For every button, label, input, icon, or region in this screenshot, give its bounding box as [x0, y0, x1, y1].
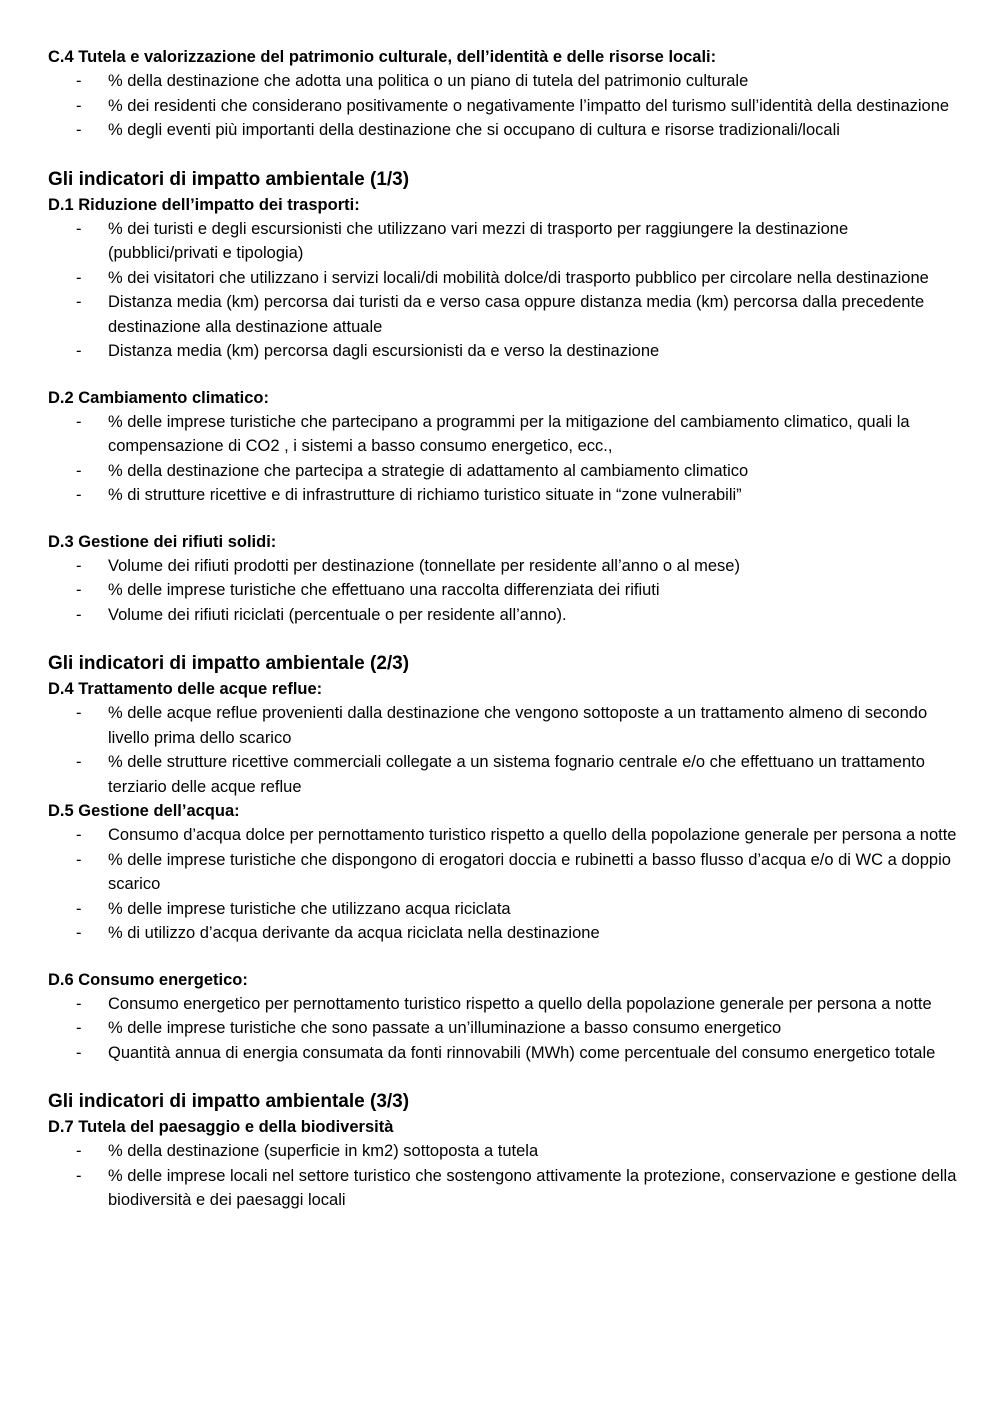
list-item: [48, 118, 960, 143]
list-d4: [48, 701, 960, 799]
list-item-text: % delle acque reflue provenienti dalla destinazione che vengono sottoposte a un trattamento almeno di secondo livello prima dello scarico: [108, 704, 928, 747]
subsection-title-d4: D.4 Trattamento delle acque reflue:: [48, 680, 323, 698]
bullet-dash: -: [76, 1043, 82, 1062]
bullet-dash: -: [76, 121, 82, 139]
list-item-text: % dei turisti e degli escursionisti che utilizzano vari mezzi di trasporto per raggiungere la destinazione (pubblici/privati e tipologia): [108, 219, 849, 262]
bullet-dash: -: [76, 461, 82, 480]
list-item-text: % della destinazione che partecipa a strategie di adattamento al cambiamento climatico: [108, 461, 749, 480]
list-d2: [48, 410, 960, 508]
subsection-title-c4: C.4 Tutela e valorizzazione del patrimonio culturale, dell’identità e delle risorse locali:: [48, 48, 717, 66]
list-item-text: Consumo d’acqua dolce per pernottamento turistico rispetto a quello della popolazione generale per persona a notte: [108, 826, 957, 844]
bullet-dash: -: [76, 605, 82, 624]
list-item: [48, 750, 960, 799]
bullet-dash: -: [76, 994, 82, 1013]
list-item: [48, 94, 960, 119]
bullet-dash: -: [76, 753, 82, 771]
bullet-dash: -: [76, 556, 82, 575]
list-item: [48, 339, 960, 364]
list-item: [48, 848, 960, 897]
list-item-text: % delle strutture ricettive commerciali collegate a un sistema fognario centrale e/o che effettuano un trattamento terziario delle acque reflue: [108, 753, 925, 796]
bullet-dash: -: [76, 1166, 82, 1185]
bullet-dash: -: [76, 72, 82, 90]
section-heading-env-2: Gli indicatori di impatto ambientale (2/3): [48, 653, 410, 674]
list-item: [48, 992, 960, 1017]
bullet-dash: -: [76, 1019, 82, 1037]
list-item-text: Volume dei rifiuti riciclati (percentuale o per residente all’anno).: [108, 605, 567, 624]
list-item: [48, 603, 960, 628]
list-item-text: Volume dei rifiuti prodotti per destinazione (tonnellate per residente all’anno o al mese): [108, 556, 740, 575]
list-item-text: % delle imprese turistiche che partecipano a programmi per la mitigazione del cambiamento climatico, quali la compensazione di CO2 , i sistemi a basso consumo energetico, ecc.,: [108, 412, 910, 455]
list-item-text: % delle imprese locali nel settore turistico che sostengono attivamente la protezione, conservazione e gestione della biodiversità e dei paesaggi locali: [108, 1166, 957, 1209]
bullet-dash: -: [76, 412, 82, 431]
list-item: [48, 217, 960, 266]
list-item: [48, 266, 960, 291]
list-d3: [48, 554, 960, 628]
list-item: [48, 921, 960, 946]
bullet-dash: -: [76, 704, 82, 722]
subsection-title-d2: D.2 Cambiamento climatico:: [48, 388, 269, 407]
bullet-dash: -: [76, 342, 82, 360]
list-item: [48, 578, 960, 603]
list-d5: [48, 823, 960, 946]
list-item-text: % di strutture ricettive e di infrastrutture di richiamo turistico situate in “zone vulnerabili”: [108, 486, 742, 504]
list-item-text: % delle imprese turistiche che effettuano una raccolta differenziata dei rifiuti: [108, 581, 660, 599]
list-item: [48, 410, 960, 459]
bullet-dash: -: [76, 293, 82, 311]
list-item: [48, 897, 960, 922]
list-d7: [48, 1139, 960, 1213]
bullet-dash: -: [76, 486, 82, 504]
subsection-title-d3: D.3 Gestione dei rifiuti solidi:: [48, 532, 277, 551]
subsection-title-d7: D.7 Tutela del paesaggio e della biodiversità: [48, 1118, 394, 1136]
bullet-dash: -: [76, 1142, 82, 1160]
list-item-text: Consumo energetico per pernottamento turistico rispetto a quello della popolazione generale per persona a notte: [108, 994, 932, 1013]
list-item: [48, 290, 960, 339]
bullet-dash: -: [76, 219, 82, 238]
list-item-text: % dei visitatori che utilizzano i servizi locali/di mobilità dolce/di trasporto pubblico per circolare nella destinazione: [108, 268, 929, 287]
list-item: [48, 1164, 960, 1213]
list-item: [48, 554, 960, 579]
list-d1: [48, 217, 960, 364]
list-item: [48, 701, 960, 750]
list-item-text: % dei residenti che considerano positivamente o negativamente l’impatto del turismo sull’identità della destinazione: [108, 96, 950, 115]
list-item: [48, 823, 960, 848]
subsection-title-d1: D.1 Riduzione dell’impatto dei trasporti:: [48, 195, 360, 214]
bullet-dash: -: [76, 581, 82, 599]
list-item: [48, 1041, 960, 1066]
list-item: [48, 483, 960, 508]
list-item-text: % degli eventi più importanti della destinazione che si occupano di cultura e risorse tradizionali/locali: [108, 121, 840, 139]
list-item-text: Distanza media (km) percorsa dai turisti da e verso casa oppure distanza media (km) percorsa dalla precedente destinazione alla destinazione attuale: [108, 293, 925, 336]
list-item: [48, 1139, 960, 1164]
list-item-text: % della destinazione (superficie in km2) sottoposta a tutela: [108, 1142, 539, 1160]
list-item-text: Quantità annua di energia consumata da fonti rinnovabili (MWh) come percentuale del consumo energetico totale: [108, 1043, 936, 1062]
bullet-dash: -: [76, 924, 82, 942]
subsection-title-d6: D.6 Consumo energetico:: [48, 970, 248, 989]
list-item: [48, 69, 960, 94]
bullet-dash: -: [76, 850, 82, 869]
list-item-text: % delle imprese turistiche che dispongono di erogatori doccia e rubinetti a basso flusso d’acqua e/o di WC a doppio scarico: [108, 850, 951, 893]
list-item-text: % della destinazione che adotta una politica o un piano di tutela del patrimonio culturale: [108, 72, 749, 90]
list-item-text: % di utilizzo d’acqua derivante da acqua riciclata nella destinazione: [108, 924, 600, 942]
list-item-text: % delle imprese turistiche che sono passate a un’illuminazione a basso consumo energetico: [108, 1019, 782, 1037]
subsection-title-d5: D.5 Gestione dell’acqua:: [48, 802, 240, 820]
bullet-dash: -: [76, 268, 82, 287]
list-item: [48, 1016, 960, 1041]
section-heading-env-3: Gli indicatori di impatto ambientale (3/3): [48, 1091, 410, 1112]
bullet-dash: -: [76, 96, 82, 115]
list-c4: [48, 69, 960, 143]
list-item-text: % delle imprese turistiche che utilizzano acqua riciclata: [108, 899, 511, 918]
list-d6: [48, 992, 960, 1066]
section-heading-env-1: Gli indicatori di impatto ambientale (1/3): [48, 168, 410, 190]
bullet-dash: -: [76, 899, 82, 918]
list-item-text: Distanza media (km) percorsa dagli escursionisti da e verso la destinazione: [108, 342, 660, 360]
list-item: [48, 459, 960, 484]
bullet-dash: -: [76, 826, 82, 844]
